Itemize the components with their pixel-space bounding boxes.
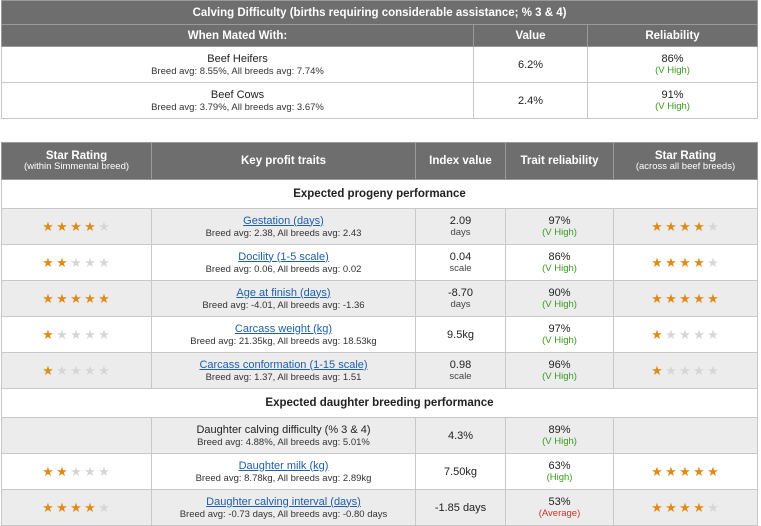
calving-row xyxy=(2,47,758,83)
star-filled-icon: ★ xyxy=(56,254,69,270)
star-filled-icon: ★ xyxy=(42,326,55,342)
trait-reliability: 90% xyxy=(548,286,571,299)
calving-row-value: 6.2% xyxy=(474,47,588,83)
trait-name-cell xyxy=(152,245,416,281)
star-empty-icon: ★ xyxy=(98,463,111,479)
star-filled-icon: ★ xyxy=(693,499,706,515)
star-rating xyxy=(614,209,758,245)
star-rating xyxy=(614,245,758,281)
star-empty-icon: ★ xyxy=(56,326,69,342)
trait-name: Daughter calving difficulty (% 3 & 4) xyxy=(196,423,371,436)
star-empty-icon: ★ xyxy=(98,326,111,342)
index-value-cell xyxy=(416,317,506,353)
index-value-cell xyxy=(416,209,506,245)
reliability-level: (V High) xyxy=(542,370,577,382)
col-header-value: Value xyxy=(474,25,588,47)
star-rating xyxy=(614,490,758,526)
star-empty-icon: ★ xyxy=(707,254,720,270)
star-rating xyxy=(2,317,152,353)
trait-row xyxy=(2,454,758,490)
star-empty-icon: ★ xyxy=(98,254,111,270)
star-filled-icon: ★ xyxy=(679,218,692,234)
key-profit-traits-table xyxy=(1,142,758,526)
calving-row-avg: Breed avg: 8.55%, All breeds avg: 7.74% xyxy=(151,65,324,77)
index-value: 0.98 xyxy=(449,358,472,371)
trait-link[interactable]: Carcass conformation (1-15 scale) xyxy=(199,358,368,371)
star-filled-icon: ★ xyxy=(651,362,664,378)
calving-row-reliability: 91% xyxy=(661,88,684,101)
calving-row xyxy=(2,83,758,119)
star-empty-icon: ★ xyxy=(707,362,720,378)
star-filled-icon: ★ xyxy=(707,463,720,479)
trait-link[interactable]: Daughter calving interval (days) xyxy=(206,495,361,508)
star-rating xyxy=(2,454,152,490)
star-empty-icon: ★ xyxy=(693,326,706,342)
star-empty-icon: ★ xyxy=(707,499,720,515)
trait-label xyxy=(152,460,415,473)
trait-label xyxy=(152,287,415,300)
star-empty-icon: ★ xyxy=(679,362,692,378)
calving-row-name: Beef Heifers xyxy=(207,52,268,65)
star-empty-icon: ★ xyxy=(84,463,97,479)
trait-row xyxy=(2,245,758,281)
trait-row xyxy=(2,281,758,317)
star-filled-icon: ★ xyxy=(42,290,55,306)
star-filled-icon: ★ xyxy=(42,362,55,378)
star-empty-icon: ★ xyxy=(693,362,706,378)
star-filled-icon: ★ xyxy=(651,218,664,234)
star-filled-icon: ★ xyxy=(651,499,664,515)
star-empty-icon: ★ xyxy=(84,326,97,342)
trait-link[interactable]: Daughter milk (kg) xyxy=(238,459,329,472)
col-header-star-rating-within xyxy=(2,143,152,180)
traits-body xyxy=(2,180,758,526)
index-value: -1.85 days xyxy=(434,501,487,514)
calving-table-title: Calving Difficulty (births requiring considerable assistance; % 3 & 4) xyxy=(2,1,758,25)
star-rating xyxy=(2,490,152,526)
trait-reliability-cell xyxy=(506,245,614,281)
col-header-index-value: Index value xyxy=(416,143,506,180)
star-filled-icon: ★ xyxy=(70,218,83,234)
reliability-level: (V High) xyxy=(542,435,577,447)
index-value-cell xyxy=(416,281,506,317)
calving-row-value: 2.4% xyxy=(474,83,588,119)
trait-label xyxy=(152,215,415,228)
trait-reliability-cell xyxy=(506,418,614,454)
trait-avg: Breed avg: 1.37, All breeds avg: 1.51 xyxy=(205,371,362,383)
star-filled-icon: ★ xyxy=(693,463,706,479)
star-rating xyxy=(2,281,152,317)
section-header-row xyxy=(2,389,758,418)
star-filled-icon: ★ xyxy=(651,463,664,479)
index-value-cell xyxy=(416,454,506,490)
star-filled-icon: ★ xyxy=(42,463,55,479)
star-empty-icon: ★ xyxy=(70,362,83,378)
star-empty-icon: ★ xyxy=(665,362,678,378)
index-value: 7.50kg xyxy=(443,465,478,478)
calving-row-avg: Breed avg: 3.79%, All breeds avg: 3.67% xyxy=(151,101,324,113)
star-filled-icon: ★ xyxy=(665,254,678,270)
star-empty-icon: ★ xyxy=(679,326,692,342)
star-filled-icon: ★ xyxy=(665,218,678,234)
star-filled-icon: ★ xyxy=(693,290,706,306)
trait-reliability-cell xyxy=(506,454,614,490)
star-empty-icon: ★ xyxy=(70,463,83,479)
star-filled-icon: ★ xyxy=(679,463,692,479)
star-filled-icon: ★ xyxy=(84,218,97,234)
index-unit: days xyxy=(450,298,471,310)
star-across-label: Star Rating xyxy=(654,150,717,162)
reliability-level: (V High) xyxy=(542,226,577,238)
trait-label xyxy=(152,323,415,336)
trait-name-cell xyxy=(152,317,416,353)
star-rating xyxy=(2,418,152,454)
trait-row xyxy=(2,209,758,245)
trait-reliability: 89% xyxy=(548,423,571,436)
trait-name-cell xyxy=(152,418,416,454)
star-empty-icon: ★ xyxy=(98,218,111,234)
trait-reliability: 96% xyxy=(548,358,571,371)
star-empty-icon: ★ xyxy=(84,254,97,270)
star-rating xyxy=(2,353,152,389)
star-rating xyxy=(614,454,758,490)
star-filled-icon: ★ xyxy=(693,254,706,270)
trait-label xyxy=(152,496,415,509)
trait-row xyxy=(2,418,758,454)
star-filled-icon: ★ xyxy=(56,218,69,234)
trait-label xyxy=(152,251,415,264)
trait-reliability: 97% xyxy=(548,214,571,227)
index-value: 4.3% xyxy=(447,429,474,442)
star-filled-icon: ★ xyxy=(98,290,111,306)
star-rating xyxy=(2,209,152,245)
reliability-level: (V High) xyxy=(542,262,577,274)
trait-avg: Breed avg: -0.73 days, All breeds avg: -0.80 days xyxy=(179,508,388,520)
calving-row-name: Beef Cows xyxy=(210,88,265,101)
trait-name-cell xyxy=(152,454,416,490)
star-filled-icon: ★ xyxy=(70,290,83,306)
index-value: 0.04 xyxy=(449,250,472,263)
star-within-sublabel: (within Simmental breed) xyxy=(23,161,130,172)
reliability-level: (V High) xyxy=(542,334,577,346)
index-unit: days xyxy=(450,226,471,238)
reliability-level: (V High) xyxy=(542,298,577,310)
star-filled-icon: ★ xyxy=(56,499,69,515)
trait-name-cell xyxy=(152,281,416,317)
star-filled-icon: ★ xyxy=(679,254,692,270)
trait-link[interactable]: Carcass weight (kg) xyxy=(234,322,333,335)
calving-difficulty-table xyxy=(1,0,758,119)
col-header-mated-with: When Mated With: xyxy=(2,25,474,47)
index-value-cell xyxy=(416,353,506,389)
trait-name-cell xyxy=(152,490,416,526)
calving-row-level: (V High) xyxy=(655,100,690,112)
star-filled-icon: ★ xyxy=(84,499,97,515)
star-filled-icon: ★ xyxy=(651,290,664,306)
star-empty-icon: ★ xyxy=(70,254,83,270)
trait-avg: Breed avg: 4.88%, All breeds avg: 5.01% xyxy=(197,436,370,448)
trait-name-cell xyxy=(152,353,416,389)
star-filled-icon: ★ xyxy=(665,499,678,515)
col-header-star-rating-across xyxy=(614,143,758,180)
trait-avg: Breed avg: 21.35kg, All breeds avg: 18.53kg xyxy=(190,335,377,347)
trait-reliability: 86% xyxy=(548,250,571,263)
star-filled-icon: ★ xyxy=(651,254,664,270)
star-filled-icon: ★ xyxy=(56,290,69,306)
index-value-cell xyxy=(416,245,506,281)
star-rating xyxy=(614,281,758,317)
star-rating xyxy=(2,245,152,281)
star-filled-icon: ★ xyxy=(42,218,55,234)
trait-avg: Breed avg: 2.38, All breeds avg: 2.43 xyxy=(205,227,362,239)
trait-reliability-cell xyxy=(506,281,614,317)
star-empty-icon: ★ xyxy=(70,326,83,342)
star-empty-icon: ★ xyxy=(707,326,720,342)
index-unit: scale xyxy=(449,370,472,382)
trait-reliability-cell xyxy=(506,353,614,389)
star-across-sublabel: (across all beef breeds) xyxy=(635,161,736,172)
reliability-level: (High) xyxy=(546,471,573,483)
star-filled-icon: ★ xyxy=(693,218,706,234)
trait-label xyxy=(152,424,415,437)
trait-link[interactable]: Gestation (days) xyxy=(243,214,324,227)
star-filled-icon: ★ xyxy=(679,499,692,515)
trait-link[interactable]: Docility (1-5 scale) xyxy=(238,250,329,263)
star-rating xyxy=(614,317,758,353)
trait-reliability: 97% xyxy=(548,322,571,335)
index-value: 9.5kg xyxy=(447,328,474,341)
star-filled-icon: ★ xyxy=(70,499,83,515)
index-unit: scale xyxy=(449,262,472,274)
index-value: 2.09 xyxy=(449,214,472,227)
star-empty-icon: ★ xyxy=(707,218,720,234)
trait-row xyxy=(2,353,758,389)
star-filled-icon: ★ xyxy=(56,463,69,479)
trait-reliability: 53% xyxy=(548,495,571,508)
trait-name-cell xyxy=(152,209,416,245)
trait-avg: Breed avg: -4.01, All breeds avg: -1.36 xyxy=(202,299,365,311)
star-empty-icon: ★ xyxy=(98,499,111,515)
col-header-trait-reliability: Trait reliability xyxy=(506,143,614,180)
star-within-label: Star Rating xyxy=(45,150,108,162)
star-empty-icon: ★ xyxy=(665,326,678,342)
trait-reliability: 63% xyxy=(548,459,571,472)
section-title: Expected daughter breeding performance xyxy=(2,389,758,418)
section-header-row xyxy=(2,180,758,209)
calving-row-level: (V High) xyxy=(655,64,690,76)
col-header-key-profit-traits: Key profit traits xyxy=(152,143,416,180)
star-empty-icon: ★ xyxy=(56,362,69,378)
star-filled-icon: ★ xyxy=(42,499,55,515)
index-value-cell xyxy=(416,418,506,454)
col-header-reliability: Reliability xyxy=(588,25,758,47)
star-empty-icon: ★ xyxy=(98,362,111,378)
trait-link[interactable]: Age at finish (days) xyxy=(236,286,331,299)
trait-reliability-cell xyxy=(506,490,614,526)
trait-reliability-cell xyxy=(506,209,614,245)
calving-row-reliability: 86% xyxy=(661,52,684,65)
star-filled-icon: ★ xyxy=(84,290,97,306)
star-rating xyxy=(614,418,758,454)
trait-row xyxy=(2,490,758,526)
star-filled-icon: ★ xyxy=(651,326,664,342)
star-filled-icon: ★ xyxy=(679,290,692,306)
star-empty-icon: ★ xyxy=(84,362,97,378)
star-filled-icon: ★ xyxy=(42,254,55,270)
trait-label xyxy=(152,359,415,372)
star-filled-icon: ★ xyxy=(707,290,720,306)
star-filled-icon: ★ xyxy=(665,290,678,306)
trait-row xyxy=(2,317,758,353)
section-title: Expected progeny performance xyxy=(2,180,758,209)
trait-avg: Breed avg: 0.06, All breeds avg: 0.02 xyxy=(205,263,362,275)
index-value: -8.70 xyxy=(447,286,474,299)
trait-avg: Breed avg: 8.78kg, All breeds avg: 2.89kg xyxy=(195,472,372,484)
index-value-cell xyxy=(416,490,506,526)
star-filled-icon: ★ xyxy=(665,463,678,479)
trait-reliability-cell xyxy=(506,317,614,353)
star-rating xyxy=(614,353,758,389)
reliability-level: (Average) xyxy=(538,507,581,519)
